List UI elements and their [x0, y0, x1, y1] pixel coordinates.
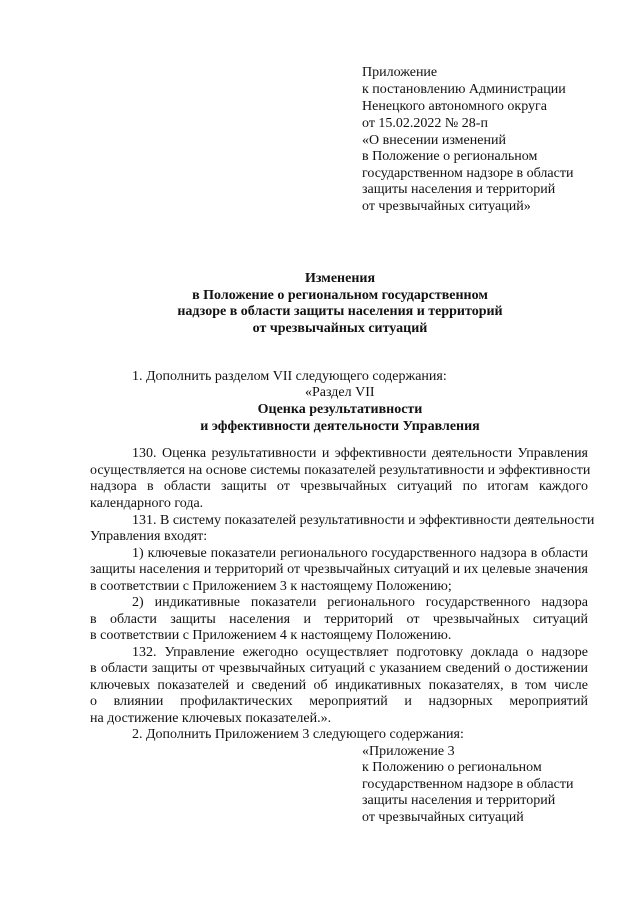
- list-item-line: в области защиты населения и территорий от чрезвычайных ситуаций: [90, 612, 588, 627]
- list-item-line: 1) ключевые показатели регионального государственного надзора в области: [132, 546, 588, 561]
- appendix-line: от чрезвычайных ситуаций: [362, 810, 524, 825]
- list-item-line: 2) индикативные показатели регионального государственного надзора: [132, 595, 588, 610]
- paragraph-line: ключевых показателей и сведений об индикативных показателях, в том числе: [90, 678, 588, 693]
- appendix-line: к Положению о региональном: [362, 760, 542, 775]
- title-line: в Положение о региональном государственном: [192, 288, 488, 303]
- header-line: «О внесении изменений: [362, 133, 506, 148]
- header-line: от 15.02.2022 № 28-п: [362, 116, 488, 131]
- paragraph-line: 131. В систему показателей результативности и эффективности деятельности: [132, 513, 595, 528]
- item-1-intro: 1. Дополнить разделом VII следующего содержания:: [132, 369, 447, 384]
- section-label: «Раздел VII: [305, 385, 375, 400]
- title-line: от чрезвычайных ситуаций: [252, 321, 428, 336]
- title-line: Изменения: [304, 271, 376, 286]
- header-line: Приложение: [362, 65, 438, 80]
- header-line: от чрезвычайных ситуаций»: [362, 199, 531, 214]
- header-line: защиты населения и территорий: [362, 182, 556, 197]
- list-item-line: защиты населения и территорий от чрезвычайных ситуаций и их целевые значения: [90, 562, 588, 577]
- section-title-line: и эффективности деятельности Управления: [200, 419, 480, 434]
- header-line: в Положение о региональном: [362, 149, 538, 164]
- paragraph-line: осуществляется на основе системы показателей результативности и эффективности: [90, 463, 591, 478]
- section-title-line: Оценка результативности: [257, 402, 423, 417]
- paragraph-line: на достижение ключевых показателей.».: [90, 711, 332, 726]
- title-line: надзоре в области защиты населения и территорий: [177, 304, 503, 319]
- appendix-line: «Приложение 3: [362, 744, 455, 759]
- paragraph-line: надзора в области защиты от чрезвычайных ситуаций по итогам каждого: [90, 479, 588, 494]
- paragraph-line: о влиянии профилактических мероприятий и надзорных мероприятий: [90, 694, 588, 709]
- paragraph-line: в области защиты от чрезвычайных ситуаций с указанием сведений о достижении: [90, 661, 588, 676]
- paragraph-line: 130. Оценка результативности и эффективности деятельности Управления: [132, 446, 588, 461]
- paragraph-line: 132. Управление ежегодно осуществляет подготовку доклада о надзоре: [132, 645, 588, 660]
- header-line: Ненецкого автономного округа: [362, 99, 547, 114]
- appendix-line: защиты населения и территорий: [362, 793, 556, 808]
- paragraph-line: Управления входят:: [90, 529, 208, 544]
- list-item-line: в соответствии с Приложением 3 к настоящему Положению;: [90, 579, 452, 594]
- item-2-intro: 2. Дополнить Приложением 3 следующего содержания:: [132, 727, 464, 742]
- appendix-line: государственном надзоре в области: [362, 777, 574, 792]
- header-line: государственном надзоре в области: [362, 166, 574, 181]
- list-item-line: в соответствии с Приложением 4 к настоящему Положению.: [90, 628, 452, 643]
- header-line: к постановлению Администрации: [362, 82, 566, 97]
- paragraph-line: календарного года.: [90, 496, 204, 511]
